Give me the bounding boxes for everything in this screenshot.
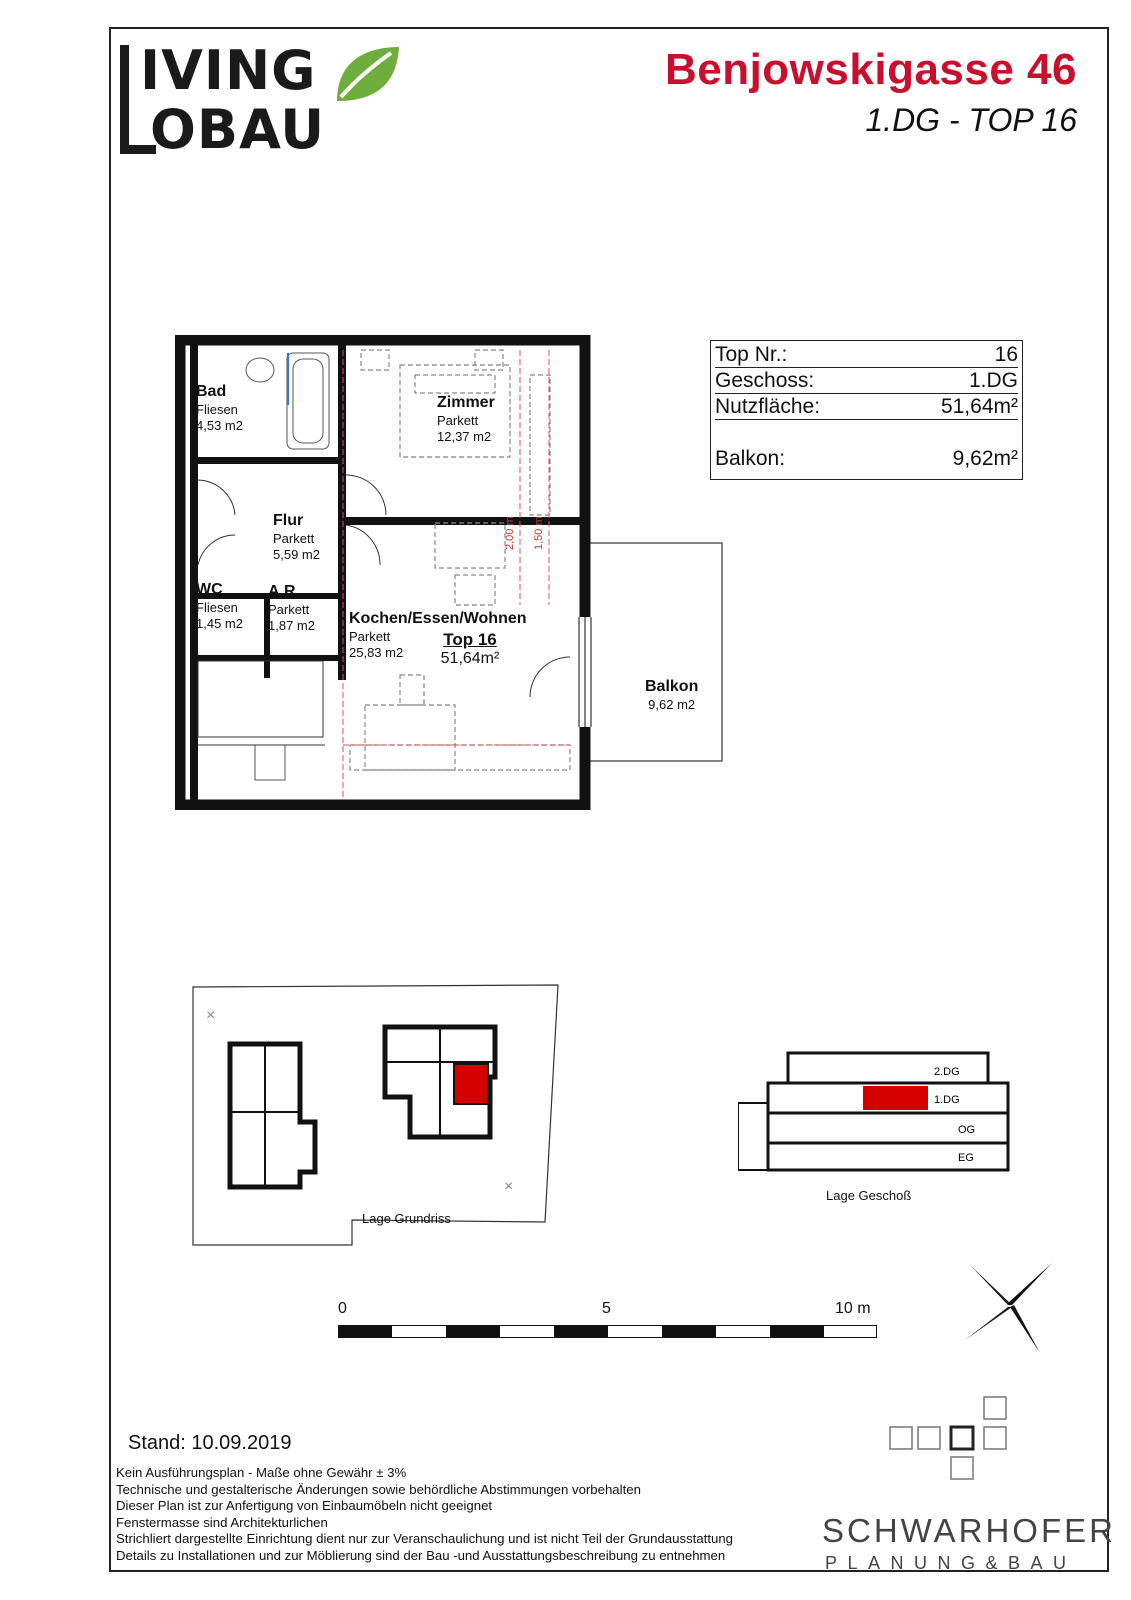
room-balkon-name: Balkon: [645, 678, 699, 695]
room-flur-floor: Parkett: [273, 531, 315, 546]
room-ar-name: A.R.: [268, 583, 300, 600]
room-bad-floor: Fliesen: [196, 402, 238, 417]
room-bad-area: 4,53 m2: [196, 418, 243, 434]
room-wc-name: WC: [196, 581, 223, 598]
note-line: Details zu Installationen und zur Möblierung sind der Bau -und Ausstattungsbeschreibung zu entnehmen: [116, 1547, 726, 1563]
note-line: Kein Ausführungsplan - Maße ohne Gewähr ± 3%: [116, 1465, 407, 1480]
stand-date: Stand: 10.09.2019: [128, 1432, 292, 1454]
site-plan-caption: Lage Grundriss: [362, 1211, 451, 1226]
floor-value: 1.DG: [968, 369, 1018, 392]
page-title: Benjowskigasse 46: [664, 45, 1077, 94]
room-ar-floor: Parkett: [268, 602, 310, 617]
dimension-2m: 2,00 m: [504, 516, 516, 550]
area-label: Nutzfläche:: [715, 395, 821, 418]
note-line: Fenstermasse sind Architekturlichen: [116, 1514, 328, 1530]
note-line: Strichliert dargestellte Einrichtung dient nur zur Veranschaulichung und ist nicht Teil der Grundausstattung: [116, 1531, 733, 1547]
scale-zero: 0: [338, 1300, 347, 1317]
room-flur-name: Flur: [273, 512, 304, 529]
room-balkon-area: 9,62 m2: [648, 697, 696, 712]
company-name: SCHWARHOFER: [822, 1512, 1116, 1549]
scale-bar: [338, 1325, 878, 1339]
room-zimmer-floor: Parkett: [437, 413, 479, 428]
notes: [116, 1465, 826, 1565]
logo-word-living: IVING: [140, 39, 317, 102]
balcony-value: 9,62m²: [952, 447, 1018, 470]
area-value: 51,64m²: [940, 395, 1018, 418]
room-zimmer: [437, 393, 495, 446]
room-bad: [196, 382, 243, 435]
room-balkon: [645, 677, 698, 713]
note-line: Dieser Plan ist zur Anfertigung von Einbaumöbeln nicht geeignet: [116, 1498, 493, 1514]
top-badge: [438, 630, 502, 668]
logo-word-lobau: OBAU: [150, 98, 326, 161]
note-line: Technische und gestalterische Änderungen sowie behördliche Abstimmungen vorbehalten: [116, 1481, 641, 1497]
scale-end: 10 m: [835, 1300, 871, 1317]
top-badge-label: Top 16: [443, 630, 497, 649]
info-row-top: [715, 343, 1018, 368]
leaf-icon: [333, 43, 403, 105]
room-flur-area: 5,59 m2: [273, 547, 320, 563]
room-kochen-area: 25,83 m2: [349, 645, 404, 661]
page-subtitle: 1.DG - TOP 16: [865, 102, 1077, 138]
info-row-area: [715, 395, 1018, 420]
floor-eg: EG: [958, 1152, 974, 1164]
info-row-floor: [715, 369, 1018, 394]
top-badge-area: 51,64m²: [440, 650, 500, 667]
dimension-1-5m: 1,50 m: [533, 516, 545, 550]
top-label: Top Nr.:: [715, 343, 788, 366]
room-wc-floor: Fliesen: [196, 600, 238, 615]
balcony-label: Balkon:: [715, 447, 786, 470]
info-table: [710, 340, 1023, 480]
room-ar-area: 1,87 m2: [268, 618, 315, 634]
room-bad-name: Bad: [196, 383, 227, 400]
room-flur: [273, 511, 320, 564]
floor-og: OG: [958, 1124, 976, 1136]
floor-2dg: 2.DG: [934, 1066, 960, 1078]
company-logo-squares: [888, 1395, 1008, 1483]
scale-mid: 5: [602, 1300, 611, 1317]
room-kochen-name: Kochen/Essen/Wohnen: [349, 610, 527, 627]
floor-1dg: 1.DG: [934, 1094, 960, 1106]
room-ar: [268, 582, 315, 635]
room-wc-area: 1,45 m2: [196, 616, 243, 632]
compass-icon: [960, 1255, 1060, 1355]
room-zimmer-area: 12,37 m2: [437, 429, 492, 445]
company-tagline: PLANUNG&BAU: [825, 1553, 1077, 1573]
floor-label: Geschoss:: [715, 369, 815, 392]
room-wc: [196, 580, 243, 633]
top-value: 16: [994, 343, 1018, 366]
logo-bar: [120, 45, 129, 153]
building-section: [738, 1048, 1038, 1183]
info-row-balcony: [715, 447, 1018, 471]
room-zimmer-name: Zimmer: [437, 394, 495, 411]
room-kochen-floor: Parkett: [349, 629, 391, 644]
section-caption: Lage Geschoß: [826, 1188, 912, 1203]
svg-text:×: ×: [206, 1007, 216, 1024]
svg-text:×: ×: [504, 1178, 514, 1195]
